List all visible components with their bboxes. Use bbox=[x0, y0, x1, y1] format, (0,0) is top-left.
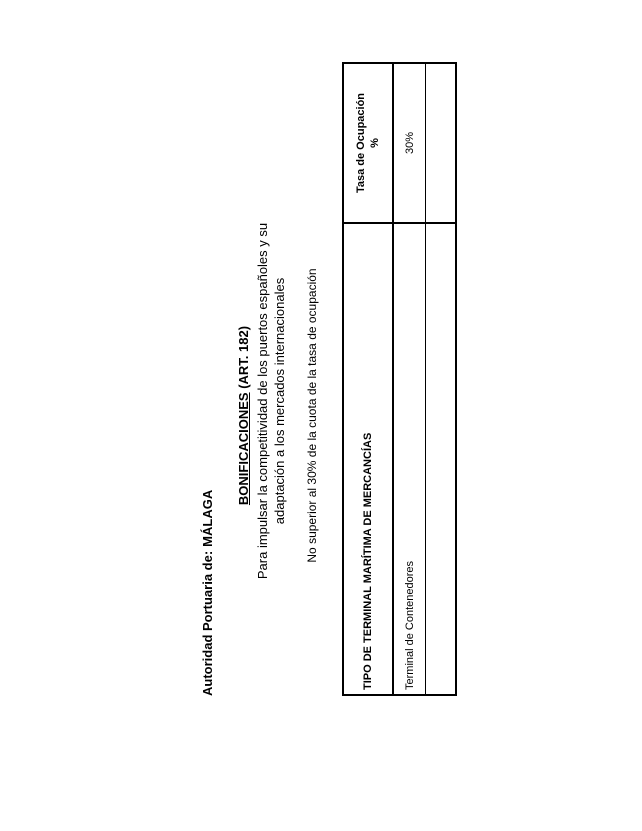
terminal-rate-table bbox=[342, 62, 457, 696]
header-percent-label: % bbox=[369, 138, 381, 148]
document-title bbox=[236, 0, 251, 831]
table-row bbox=[426, 63, 457, 695]
rate-cell bbox=[426, 63, 457, 223]
terminal-type-cell: Terminal de Contenedores bbox=[393, 223, 426, 695]
header-occupancy-rate bbox=[343, 63, 393, 223]
table-header-row bbox=[343, 63, 393, 695]
terminal-type-cell bbox=[426, 223, 457, 695]
header-occupancy-label: Tasa de Ocupación bbox=[355, 92, 367, 194]
authority-value: MÁLAGA bbox=[200, 489, 215, 547]
title-underlined: BONIFICACIONES bbox=[236, 392, 251, 506]
port-authority-heading bbox=[200, 490, 215, 696]
bonus-limit-note: No superior al 30% de la cuota de la tasa de ocupación bbox=[305, 268, 319, 563]
title-article: (ART. 182) bbox=[236, 325, 251, 393]
document-subtitle: Para impulsar la competitividad de los puertos españoles y su adaptación a los mercados internacionales bbox=[255, 222, 287, 580]
header-terminal-type: TIPO DE TERMINAL MARÍTIMA DE MERCANCÍAS bbox=[343, 223, 393, 695]
table-row bbox=[393, 63, 426, 695]
rate-cell: 30% bbox=[393, 63, 426, 223]
authority-label: Autoridad Portuaria de: bbox=[200, 550, 215, 696]
